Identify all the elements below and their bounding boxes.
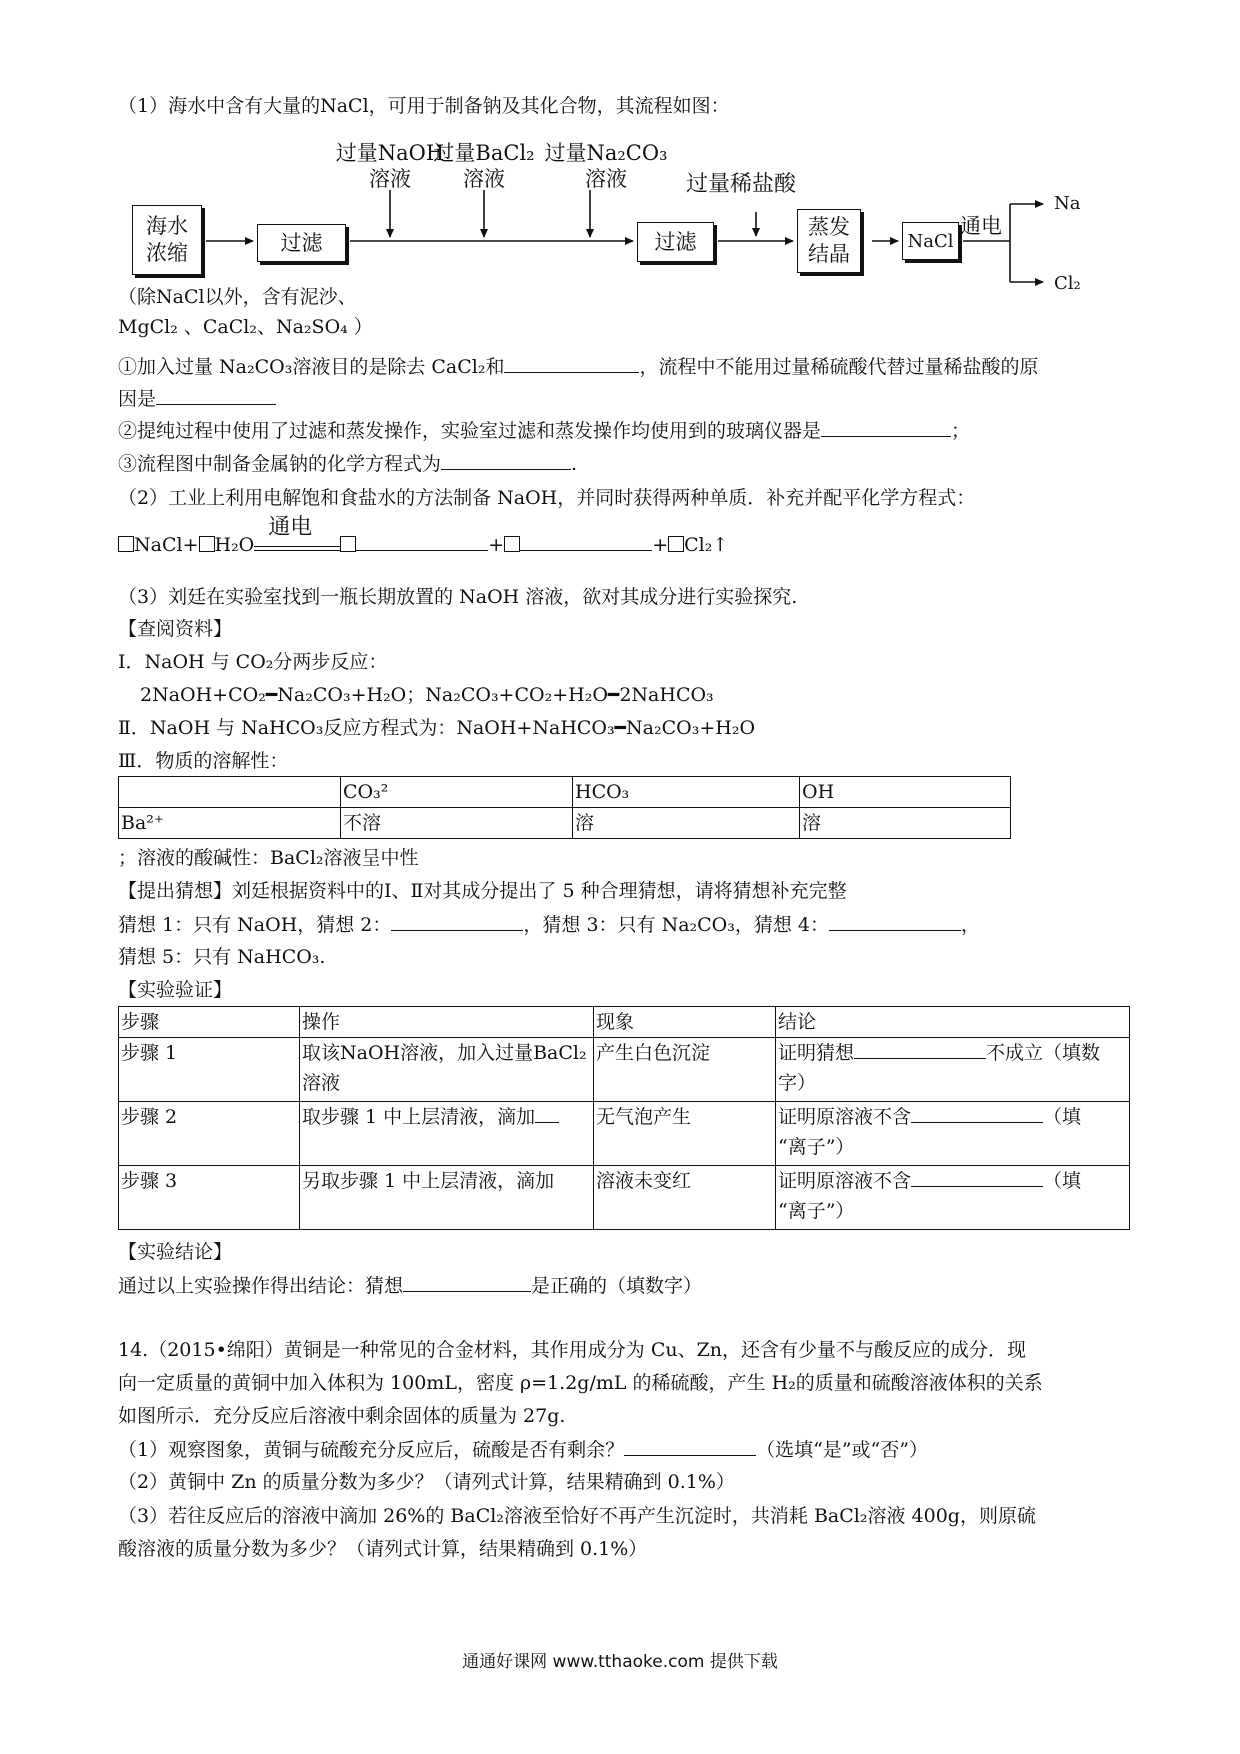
step-cell: 步骤 2 [119,1102,300,1166]
q1-text-a: ①加入过量 Na₂CO₃溶液目的是除去 CaCl₂和 [118,356,505,378]
answer-blank[interactable] [441,451,571,470]
answer-blank[interactable] [911,1104,1043,1123]
q14-line-3: 如图所示．充分反应后溶液中剩余固体的质量为 27g. [118,1405,566,1427]
conclusion-text: 证明原溶液不含 [778,1106,912,1128]
answer-blank[interactable] [520,532,652,551]
table-row [119,777,1011,808]
operation-cell [300,1166,594,1230]
reagent-hcl: 过量稀盐酸 [686,172,797,197]
page-footer: 通通好课网 www.tthaoke.com 提供下载 [462,1652,778,1672]
seawater-note: （除NaCl以外，含有泥沙、 MgCl₂ 、CaCl₂、Na₂SO₄ ） [118,286,373,338]
phenomenon-cell: 溶液未变红 [594,1166,776,1230]
solubility-row-label: Ba²⁺ [119,808,341,839]
coefficient-box[interactable] [199,536,215,552]
operation-line: 溶液 [302,1072,341,1094]
conclusion-line: “离子”） [778,1200,855,1222]
eq-plus-2: + [652,534,669,556]
answer-blank[interactable] [504,354,639,373]
reference-1: Ⅰ．NaOH 与 CO₂分两步反应： [118,651,388,673]
q14-sub-3-line-2: 酸溶液的质量分数为多少？（请列式计算，结果精确到 0.1%） [118,1538,648,1560]
concl-text-b: 是正确的（填数字） [531,1275,703,1297]
table-row [119,1166,1130,1230]
q3-text-b: . [571,453,578,475]
equation-line [118,515,729,557]
eq-cl2: Cl₂↑ [684,534,729,556]
solubility-header-cell: OH [800,777,1011,808]
conclusion-line [778,1038,1127,1068]
table-row [119,1038,1130,1102]
hypothesis-line-1 [118,912,980,937]
conclusion-line [118,1273,702,1298]
q14-line-1: 14.（2015•绵阳）黄铜是一种常见的合金材料，其作用成分为 Cu、Zn，还含有少量不与酸反应的成分．现 [118,1339,1027,1361]
q14-sub-1 [118,1437,928,1462]
operation-line: 取该NaOH溶液，加入过量BaCl₂ [302,1042,587,1064]
eq-plus-1: + [488,534,505,556]
hypothesis-line-2: 猜想 5：只有 NaHCO₃. [118,946,326,968]
answer-blank[interactable] [535,1104,559,1123]
conclusion-cell [776,1038,1130,1102]
q1-line-1 [118,354,1039,379]
solubility-header-cell: CO₃² [341,777,573,808]
q3-line [118,451,577,476]
conclusion-text: 不成立（填数 [986,1042,1101,1064]
electrolysis-label: 通电 [960,214,1002,238]
solubility-cell: 不溶 [341,808,573,839]
reagent-na2co3: 过量Na₂CO₃ 溶液 [544,141,668,191]
solubility-header-cell [119,777,341,808]
conclusion-line [778,1166,1127,1196]
hyp-text-b: ，猜想 3：只有 Na₂CO₃，猜想 4： [523,914,830,936]
part2-intro: （2）工业上利用电解饱和食盐水的方法制备 NaOH，并同时获得两种单质．补充并配平化学方程式： [118,487,976,509]
answer-blank[interactable] [391,912,523,931]
box-filter-1: 过滤 [257,224,346,262]
reference-1-equation: 2NaOH+CO₂━Na₂CO₃+H₂O；Na₂CO₃+CO₂+H₂O━2NaHCO₃ [140,684,714,706]
operation-text: 取步骤 1 中上层清液，滴加 [302,1106,536,1128]
box-evaporate: 蒸发 结晶 [797,209,861,273]
experiment-header-cell: 现象 [594,1007,776,1038]
conclusion-line [778,1102,1127,1132]
eq-nacl: NaCl+ [134,534,199,556]
coefficient-box[interactable] [668,536,684,552]
table-row [119,1007,1130,1038]
operation-cell [300,1038,594,1102]
product-na: Na [1054,193,1081,214]
table-row [119,808,1011,839]
conclusion-line: 字） [778,1072,817,1094]
coefficient-box[interactable] [340,536,356,552]
reference-3: Ⅲ．物质的溶解性： [118,750,289,772]
q3-text-a: ③流程图中制备金属钠的化学方程式为 [118,453,442,475]
conclusion-text: （填 [1043,1106,1082,1128]
q2-text-a: ②提纯过程中使用了过滤和蒸发操作，实验室过滤和蒸发操作均使用到的玻璃仪器是 [118,420,822,442]
hyp-text-c: ， [961,914,981,936]
product-cl2: Cl₂ [1054,273,1081,294]
eq-h2o: H₂O [214,534,255,556]
step-cell: 步骤 1 [119,1038,300,1102]
q1-text-c: 因是 [118,388,157,410]
coefficient-box[interactable] [118,536,134,552]
experiment-table [118,1006,1130,1230]
reference-2: Ⅱ．NaOH 与 NaHCO₃反应方程式为：NaOH+NaHCO₃━Na₂CO₃+H₂O [118,717,756,739]
hyp-text-a: 猜想 1：只有 NaOH，猜想 2： [118,914,392,936]
answer-blank[interactable] [403,1273,531,1292]
q14-sub-2: （2）黄铜中 Zn 的质量分数为多少？（请列式计算，结果精确到 0.1%） [118,1471,735,1493]
conclusion-title: 【实验结论】 [118,1241,233,1263]
eq-sign [254,546,340,551]
conclusion-cell [776,1166,1130,1230]
q1-text-b: ，流程中不能用过量稀硫酸代替过量稀盐酸的原 [639,356,1039,378]
solubility-cell: 溶 [800,808,1011,839]
solubility-header-cell: HCO₃ [573,777,800,808]
table-row [119,1102,1130,1166]
phenomenon-cell: 产生白色沉淀 [594,1038,776,1102]
step-cell: 步骤 3 [119,1166,300,1230]
hypothesis-title: 【提出猜想】刘廷根据资料中的Ⅰ、Ⅱ对其成分提出了 5 种合理猜想，请将猜想补充完整 [118,880,847,902]
reference-title: 【查阅资料】 [118,618,233,640]
operation-line [302,1102,591,1132]
q2-text-b: ； [951,420,971,442]
part3-intro: （3）刘廷在实验室找到一瓶长期放置的 NaOH 溶液，欲对其成分进行实验探究. [118,586,798,608]
conclusion-text: 证明原溶液不含 [778,1170,912,1192]
conclusion-text: 证明猜想 [778,1042,855,1064]
operation-line: 另取步骤 1 中上层清液，滴加 [302,1170,555,1192]
box-nacl: NaCl [902,222,959,260]
q1-line-2 [118,386,276,411]
conclusion-text: （填 [1043,1170,1082,1192]
concl-text-a: 通过以上实验操作得出结论：猜想 [118,1275,404,1297]
conclusion-cell [776,1102,1130,1166]
acidity-note: ；溶液的酸碱性：BaCl₂溶液呈中性 [118,847,419,869]
conclusion-line: “离子”） [778,1136,855,1158]
solubility-table [118,776,1011,839]
q14-line-2: 向一定质量的黄铜中加入体积为 100mL，密度 ρ=1.2g/mL 的稀硫酸，产生 H₂的质量和硫酸溶液体积的关系 [118,1372,1043,1394]
answer-blank[interactable] [854,1040,986,1059]
coefficient-box[interactable] [504,536,520,552]
q14-s1-text-a: （1）观察图象，黄铜与硫酸充分反应后，硫酸是否有剩余？ [118,1439,625,1461]
q14-sub-3-line-1: （3）若往反应后的溶液中滴加 26%的 BaCl₂溶液至恰好不再产生沉淀时，共消耗 BaCl₂溶液 400g，则原硫 [118,1505,1036,1527]
q2-line [118,418,970,443]
experiment-header-cell: 步骤 [119,1007,300,1038]
box-seawater: 海水 浓缩 [132,205,202,275]
reagent-bacl2: 过量BaCl₂ 溶液 [433,141,535,191]
solubility-cell: 溶 [573,808,800,839]
part1-intro: （1）海水中含有大量的NaCl，可用于制备钠及其化合物，其流程如图： [118,95,730,117]
answer-blank[interactable] [356,532,488,551]
answer-blank[interactable] [911,1168,1043,1187]
experiment-title: 【实验验证】 [118,979,233,1001]
answer-blank[interactable] [156,386,276,405]
reagent-naoh: 过量NaOH 溶液 [335,141,445,191]
eq-condition-label: 通电 [268,515,313,540]
phenomenon-cell: 无气泡产生 [594,1102,776,1166]
eq-condition [254,515,340,551]
experiment-header-cell: 结论 [776,1007,1130,1038]
experiment-header-cell: 操作 [300,1007,594,1038]
operation-cell [300,1102,594,1166]
answer-blank[interactable] [821,418,951,437]
answer-blank[interactable] [624,1437,756,1456]
box-filter-2: 过滤 [637,222,714,262]
q14-s1-text-b: （选填“是”或“否”） [756,1439,928,1461]
answer-blank[interactable] [829,912,961,931]
